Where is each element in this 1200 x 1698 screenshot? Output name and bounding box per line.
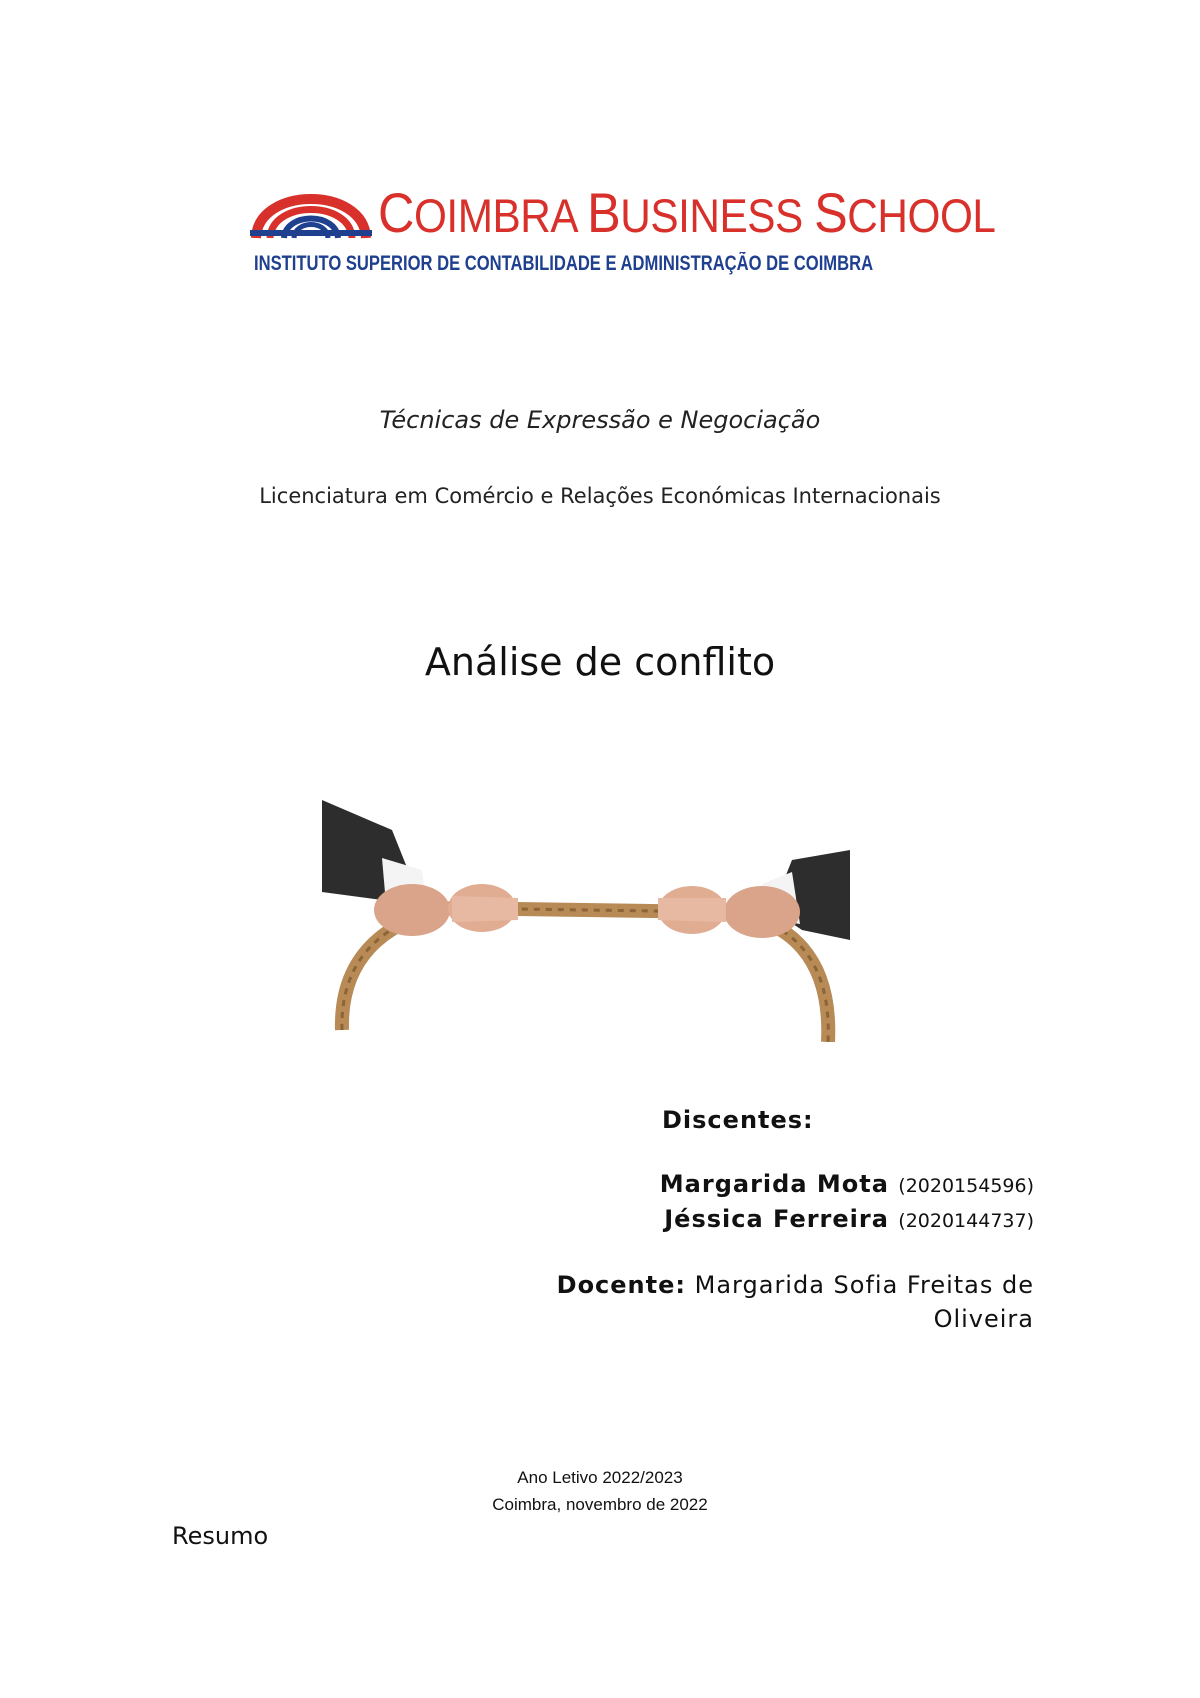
teacher-block <box>474 1268 1034 1336</box>
logo-subtitle: INSTITUTO SUPERIOR DE CONTABILIDADE E ADMINISTRAÇÃO DE COIMBRA <box>254 252 874 275</box>
school-logo <box>248 168 996 280</box>
student-row <box>660 1170 1034 1198</box>
teacher-name: Margarida Sofia Freitas de Oliveira <box>694 1271 1034 1333</box>
section-heading-resumo: Resumo <box>172 1522 269 1550</box>
academic-year: Ano Letivo 2022/2023 <box>517 1468 683 1487</box>
teacher-label: Docente: <box>556 1271 686 1299</box>
document-title: Análise de conflito <box>424 640 776 684</box>
logo-school-name: COIMBRA BUSINESS SCHOOL <box>378 181 996 244</box>
arch-emblem-icon <box>248 168 374 246</box>
student-row <box>664 1205 1034 1233</box>
degree-name: Licenciatura em Comércio e Relações Económicas Internacionais <box>259 484 941 508</box>
tug-of-war-image <box>322 800 850 1042</box>
student-name: Jéssica Ferreira <box>664 1205 889 1233</box>
student-number: (2020154596) <box>898 1175 1034 1197</box>
course-name: Técnicas de Expressão e Negociação <box>379 406 821 434</box>
students-heading: Discentes: <box>662 1106 814 1134</box>
student-name: Margarida Mota <box>659 1170 889 1198</box>
student-number: (2020144737) <box>898 1210 1034 1232</box>
city-date: Coimbra, novembro de 2022 <box>492 1495 708 1514</box>
